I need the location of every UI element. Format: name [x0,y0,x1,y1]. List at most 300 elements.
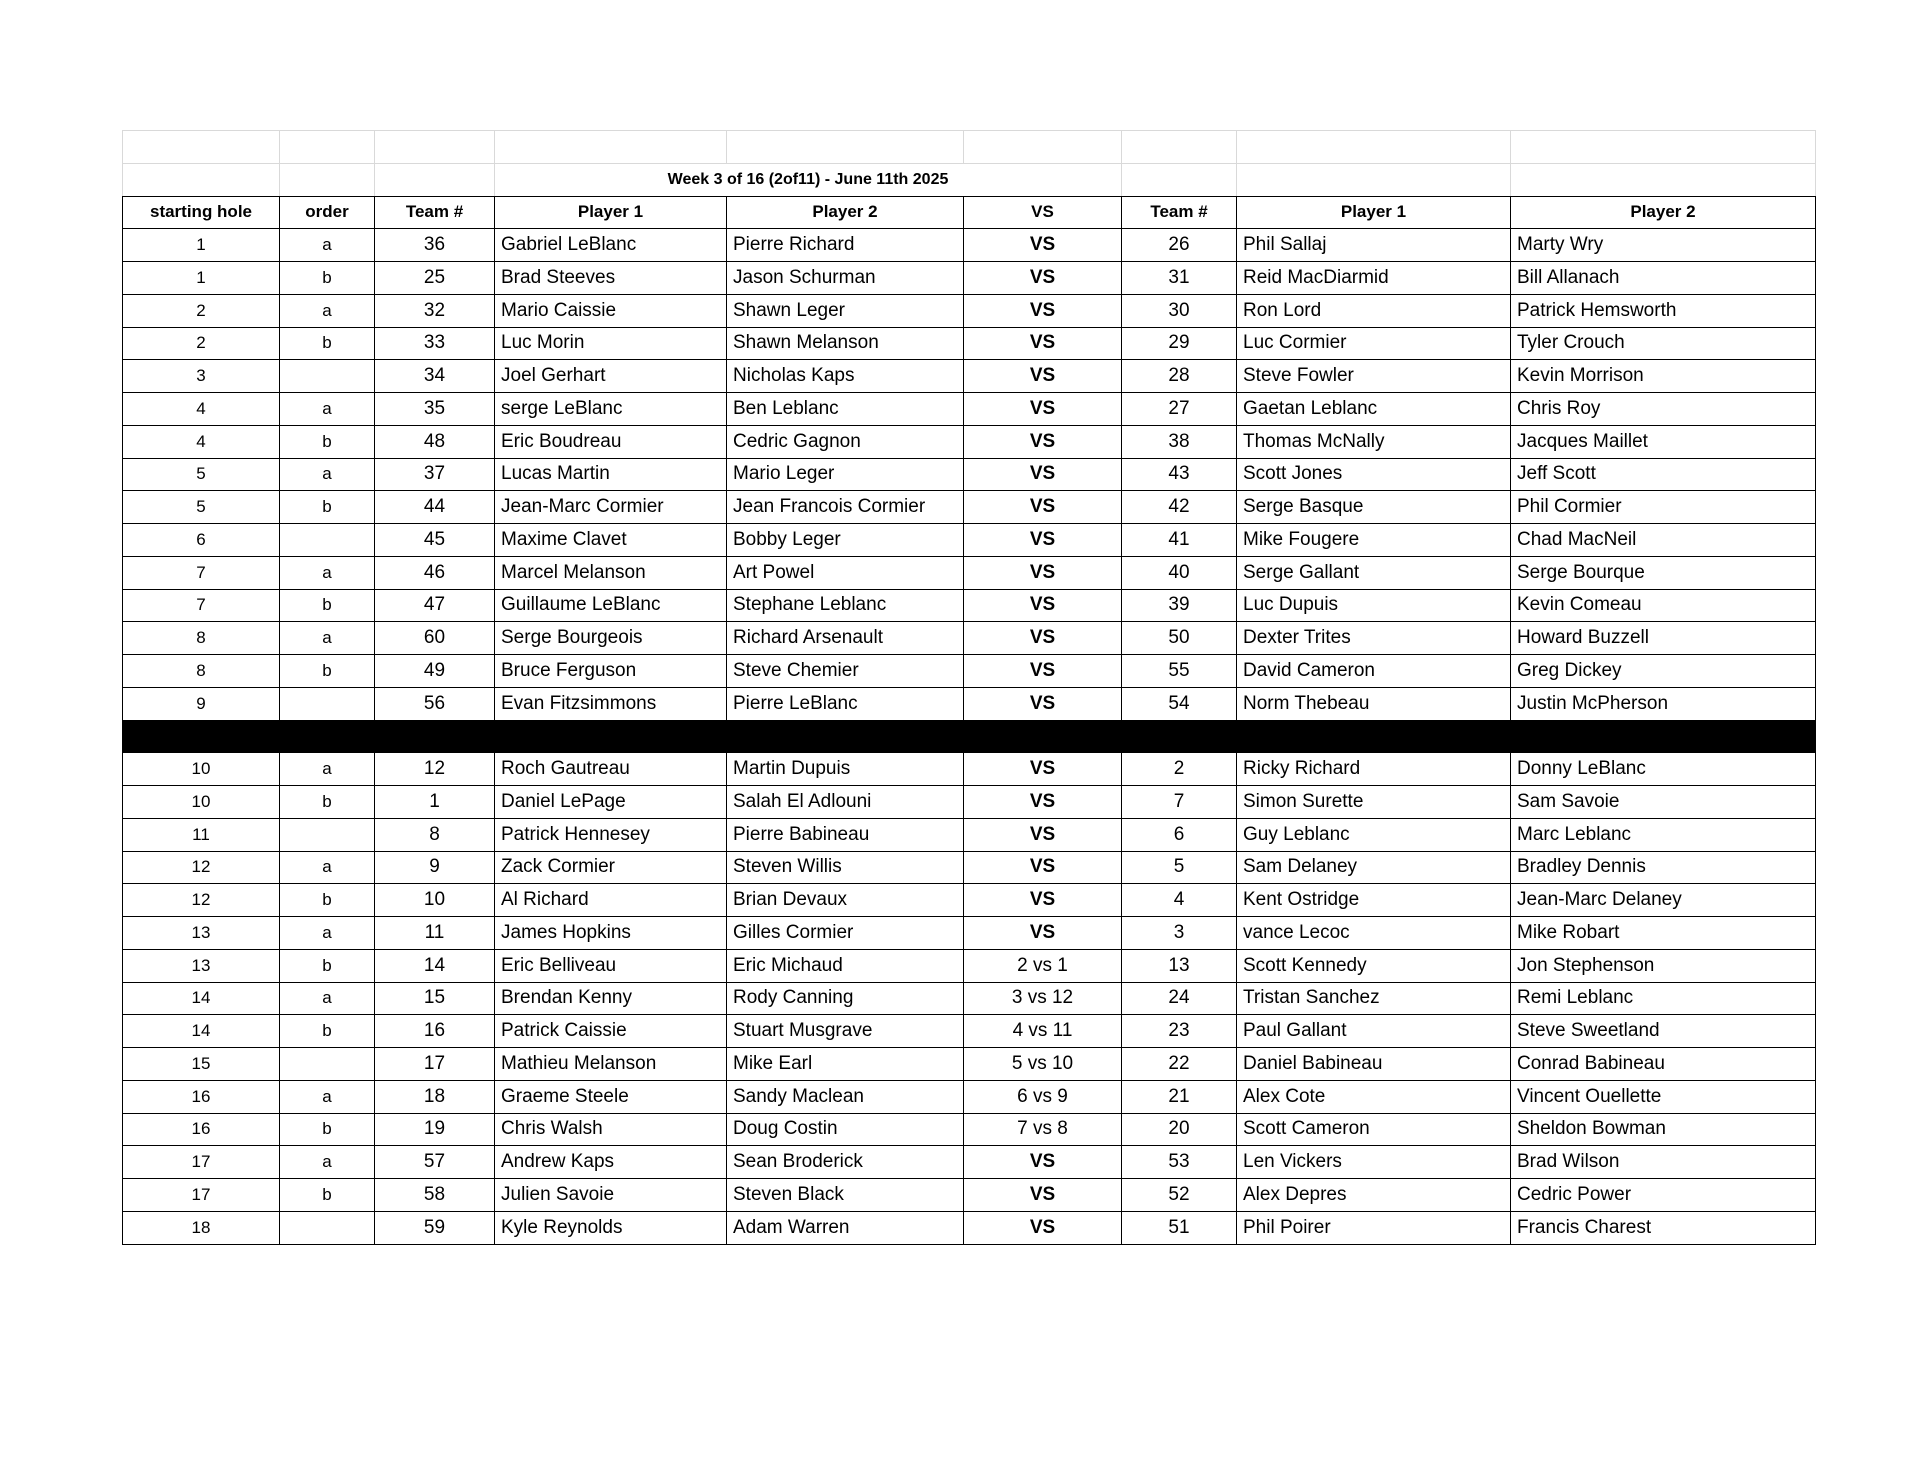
cell-team-left: 57 [375,1146,495,1179]
cell-player1-right: Ron Lord [1237,294,1511,327]
cell-player2-right: Remi Leblanc [1511,982,1816,1015]
table-row [123,622,1816,655]
cell-vs: VS [964,262,1122,295]
cell-team-left: 18 [375,1080,495,1113]
table-row [123,786,1816,819]
cell-team-right: 50 [1122,622,1237,655]
cell-starting-hole: 1 [123,229,280,262]
cell-player1-right: Tristan Sanchez [1237,982,1511,1015]
cell-team-left: 14 [375,949,495,982]
cell-team-left: 1 [375,786,495,819]
cell-starting-hole: 5 [123,491,280,524]
header-player1-left: Player 1 [495,196,727,229]
cell-team-left: 44 [375,491,495,524]
cell-team-left: 47 [375,589,495,622]
cell-starting-hole: 13 [123,917,280,950]
cell-order: b [280,589,375,622]
divider-row [123,720,1816,753]
cell-order: b [280,1015,375,1048]
cell-team-left: 60 [375,622,495,655]
cell-player1-left: Al Richard [495,884,727,917]
cell-vs: VS [964,360,1122,393]
blank-row [123,131,1816,164]
table-row [123,753,1816,786]
cell-player2-left: Jason Schurman [727,262,964,295]
cell-order: a [280,393,375,426]
header-team-right: Team # [1122,196,1237,229]
cell-vs: 5 vs 10 [964,1048,1122,1081]
cell-player1-right: Scott Jones [1237,458,1511,491]
cell-player1-left: Zack Cormier [495,851,727,884]
cell-player1-left: Mathieu Melanson [495,1048,727,1081]
cell-player2-left: Cedric Gagnon [727,425,964,458]
cell-order [280,1048,375,1081]
cell-vs: 3 vs 12 [964,982,1122,1015]
cell-player2-left: Steven Black [727,1179,964,1212]
cell-player2-right: Vincent Ouellette [1511,1080,1816,1113]
cell-order [280,687,375,720]
cell-team-left: 16 [375,1015,495,1048]
cell-order: a [280,458,375,491]
cell-player1-right: Serge Basque [1237,491,1511,524]
cell-starting-hole: 13 [123,949,280,982]
cell-vs: VS [964,687,1122,720]
table-row [123,982,1816,1015]
cell-order: a [280,1080,375,1113]
sheet-title: Week 3 of 16 (2of11) - June 11th 2025 [495,163,1122,196]
cell-player1-left: Gabriel LeBlanc [495,229,727,262]
cell-player1-left: Chris Walsh [495,1113,727,1146]
cell-team-right: 52 [1122,1179,1237,1212]
table-row [123,1179,1816,1212]
cell-team-right: 38 [1122,425,1237,458]
cell-order: a [280,982,375,1015]
cell-team-right: 5 [1122,851,1237,884]
cell-team-left: 8 [375,818,495,851]
cell-vs: VS [964,294,1122,327]
header-player2-right: Player 2 [1511,196,1816,229]
cell-team-left: 58 [375,1179,495,1212]
title-row [123,163,1816,196]
cell-player1-right: Luc Dupuis [1237,589,1511,622]
cell-team-left: 15 [375,982,495,1015]
cell-player2-right: Marty Wry [1511,229,1816,262]
cell-player1-right: Steve Fowler [1237,360,1511,393]
cell-player1-left: James Hopkins [495,917,727,950]
cell-player2-right: Jean-Marc Delaney [1511,884,1816,917]
cell-player2-right: Jeff Scott [1511,458,1816,491]
cell-starting-hole: 5 [123,458,280,491]
cell-player2-right: Mike Robart [1511,917,1816,950]
cell-order: b [280,327,375,360]
cell-player1-left: Patrick Hennesey [495,818,727,851]
table-row [123,818,1816,851]
cell-team-right: 28 [1122,360,1237,393]
cell-team-right: 39 [1122,589,1237,622]
cell-player1-right: Norm Thebeau [1237,687,1511,720]
cell-player1-left: Eric Boudreau [495,425,727,458]
table-row [123,1048,1816,1081]
cell-team-left: 48 [375,425,495,458]
cell-vs: VS [964,753,1122,786]
cell-vs: VS [964,524,1122,557]
cell-player1-left: Bruce Ferguson [495,655,727,688]
cell-player2-right: Tyler Crouch [1511,327,1816,360]
cell-player2-left: Pierre Richard [727,229,964,262]
cell-order: a [280,917,375,950]
cell-player2-left: Stuart Musgrave [727,1015,964,1048]
cell-vs: VS [964,327,1122,360]
cell-player1-left: Jean-Marc Cormier [495,491,727,524]
cell-order: b [280,425,375,458]
cell-starting-hole: 10 [123,753,280,786]
cell-player2-left: Sandy Maclean [727,1080,964,1113]
table-row [123,851,1816,884]
cell-player2-right: Bradley Dennis [1511,851,1816,884]
cell-vs: VS [964,393,1122,426]
cell-starting-hole: 4 [123,425,280,458]
cell-starting-hole: 6 [123,524,280,557]
cell-team-left: 19 [375,1113,495,1146]
cell-vs: VS [964,818,1122,851]
table-row [123,491,1816,524]
cell-player1-left: Lucas Martin [495,458,727,491]
cell-team-left: 10 [375,884,495,917]
cell-player1-right: Sam Delaney [1237,851,1511,884]
cell-vs: 6 vs 9 [964,1080,1122,1113]
cell-player1-right: Mike Fougere [1237,524,1511,557]
cell-player2-left: Doug Costin [727,1113,964,1146]
cell-player1-left: Joel Gerhart [495,360,727,393]
cell-player1-right: David Cameron [1237,655,1511,688]
cell-vs: VS [964,655,1122,688]
table-row [123,458,1816,491]
cell-team-left: 46 [375,556,495,589]
cell-starting-hole: 8 [123,655,280,688]
cell-order: b [280,655,375,688]
cell-starting-hole: 2 [123,327,280,360]
cell-team-left: 17 [375,1048,495,1081]
cell-player1-right: Len Vickers [1237,1146,1511,1179]
cell-team-right: 2 [1122,753,1237,786]
cell-player1-left: Roch Gautreau [495,753,727,786]
schedule-table [122,130,1816,1245]
cell-team-left: 35 [375,393,495,426]
cell-vs: VS [964,622,1122,655]
cell-player1-right: Guy Leblanc [1237,818,1511,851]
cell-player1-left: Andrew Kaps [495,1146,727,1179]
cell-order [280,524,375,557]
cell-order: b [280,1179,375,1212]
cell-player2-right: Justin McPherson [1511,687,1816,720]
header-vs: VS [964,196,1122,229]
cell-player2-right: Steve Sweetland [1511,1015,1816,1048]
cell-vs: VS [964,1211,1122,1244]
cell-team-right: 40 [1122,556,1237,589]
cell-player2-right: Phil Cormier [1511,491,1816,524]
cell-player1-right: Kent Ostridge [1237,884,1511,917]
cell-player2-right: Kevin Morrison [1511,360,1816,393]
cell-order: b [280,949,375,982]
cell-order: a [280,622,375,655]
cell-player1-right: Phil Sallaj [1237,229,1511,262]
cell-team-right: 30 [1122,294,1237,327]
cell-player1-left: Luc Morin [495,327,727,360]
cell-player2-right: Serge Bourque [1511,556,1816,589]
cell-team-left: 25 [375,262,495,295]
cell-player1-left: Evan Fitzsimmons [495,687,727,720]
cell-player2-left: Mario Leger [727,458,964,491]
cell-team-left: 36 [375,229,495,262]
cell-player1-right: Scott Cameron [1237,1113,1511,1146]
cell-starting-hole: 17 [123,1179,280,1212]
cell-starting-hole: 12 [123,851,280,884]
table-row [123,589,1816,622]
cell-vs: 2 vs 1 [964,949,1122,982]
cell-vs: VS [964,458,1122,491]
cell-player1-right: Alex Depres [1237,1179,1511,1212]
cell-player2-right: Conrad Babineau [1511,1048,1816,1081]
cell-player2-left: Gilles Cormier [727,917,964,950]
cell-player1-right: Ricky Richard [1237,753,1511,786]
table-row [123,262,1816,295]
cell-team-right: 21 [1122,1080,1237,1113]
cell-order: a [280,229,375,262]
cell-player1-left: Brendan Kenny [495,982,727,1015]
cell-team-right: 54 [1122,687,1237,720]
cell-player1-left: Daniel LePage [495,786,727,819]
cell-player1-right: Dexter Trites [1237,622,1511,655]
cell-team-left: 34 [375,360,495,393]
header-row [123,196,1816,229]
cell-player1-left: Brad Steeves [495,262,727,295]
cell-player2-right: Brad Wilson [1511,1146,1816,1179]
cell-starting-hole: 10 [123,786,280,819]
cell-order: a [280,294,375,327]
cell-starting-hole: 14 [123,1015,280,1048]
cell-player2-right: Francis Charest [1511,1211,1816,1244]
cell-team-right: 6 [1122,818,1237,851]
cell-vs: VS [964,884,1122,917]
cell-player2-left: Eric Michaud [727,949,964,982]
cell-player2-left: Ben Leblanc [727,393,964,426]
cell-player2-right: Greg Dickey [1511,655,1816,688]
cell-starting-hole: 4 [123,393,280,426]
cell-player2-left: Mike Earl [727,1048,964,1081]
cell-player2-left: Sean Broderick [727,1146,964,1179]
cell-vs: VS [964,491,1122,524]
cell-team-left: 49 [375,655,495,688]
cell-starting-hole: 7 [123,556,280,589]
table-row [123,1080,1816,1113]
cell-team-right: 55 [1122,655,1237,688]
cell-starting-hole: 3 [123,360,280,393]
cell-order: a [280,753,375,786]
cell-player2-right: Cedric Power [1511,1179,1816,1212]
cell-team-left: 12 [375,753,495,786]
cell-player2-right: Chad MacNeil [1511,524,1816,557]
cell-vs: VS [964,851,1122,884]
cell-player1-left: Guillaume LeBlanc [495,589,727,622]
cell-starting-hole: 12 [123,884,280,917]
cell-team-left: 59 [375,1211,495,1244]
cell-starting-hole: 14 [123,982,280,1015]
cell-player1-right: Reid MacDiarmid [1237,262,1511,295]
cell-player2-right: Jacques Maillet [1511,425,1816,458]
cell-order: b [280,786,375,819]
table-row [123,294,1816,327]
table-row [123,949,1816,982]
table-row [123,917,1816,950]
cell-player2-left: Pierre LeBlanc [727,687,964,720]
cell-player2-left: Stephane Leblanc [727,589,964,622]
cell-player2-left: Bobby Leger [727,524,964,557]
cell-player1-right: Luc Cormier [1237,327,1511,360]
cell-team-right: 20 [1122,1113,1237,1146]
cell-player1-right: Thomas McNally [1237,425,1511,458]
cell-order: b [280,1113,375,1146]
divider-bar [123,720,1816,753]
cell-player1-left: Patrick Caissie [495,1015,727,1048]
header-player1-right: Player 1 [1237,196,1511,229]
cell-starting-hole: 15 [123,1048,280,1081]
cell-starting-hole: 1 [123,262,280,295]
cell-vs: 4 vs 11 [964,1015,1122,1048]
cell-vs: VS [964,786,1122,819]
cell-player2-right: Jon Stephenson [1511,949,1816,982]
cell-team-left: 32 [375,294,495,327]
cell-player1-right: Paul Gallant [1237,1015,1511,1048]
table-row [123,393,1816,426]
cell-team-right: 29 [1122,327,1237,360]
cell-player2-left: Steve Chemier [727,655,964,688]
cell-player2-left: Richard Arsenault [727,622,964,655]
cell-order: b [280,262,375,295]
cell-team-left: 37 [375,458,495,491]
cell-starting-hole: 16 [123,1080,280,1113]
cell-player2-right: Donny LeBlanc [1511,753,1816,786]
cell-player2-left: Art Powel [727,556,964,589]
cell-player1-left: Maxime Clavet [495,524,727,557]
cell-player2-right: Sam Savoie [1511,786,1816,819]
cell-player2-left: Brian Devaux [727,884,964,917]
cell-team-right: 31 [1122,262,1237,295]
cell-player2-left: Jean Francois Cormier [727,491,964,524]
cell-team-right: 42 [1122,491,1237,524]
cell-vs: 7 vs 8 [964,1113,1122,1146]
cell-team-right: 51 [1122,1211,1237,1244]
cell-player1-right: Daniel Babineau [1237,1048,1511,1081]
cell-team-right: 41 [1122,524,1237,557]
cell-starting-hole: 16 [123,1113,280,1146]
table-row [123,327,1816,360]
table-row [123,524,1816,557]
table-row [123,1015,1816,1048]
cell-order [280,1211,375,1244]
header-player2-left: Player 2 [727,196,964,229]
table-row [123,687,1816,720]
cell-starting-hole: 9 [123,687,280,720]
cell-team-right: 4 [1122,884,1237,917]
cell-player1-right: Alex Cote [1237,1080,1511,1113]
cell-player1-right: Scott Kennedy [1237,949,1511,982]
cell-player2-left: Rody Canning [727,982,964,1015]
cell-player1-right: Gaetan Leblanc [1237,393,1511,426]
cell-player1-left: Mario Caissie [495,294,727,327]
cell-team-right: 7 [1122,786,1237,819]
cell-player1-left: Eric Belliveau [495,949,727,982]
cell-team-left: 33 [375,327,495,360]
cell-vs: VS [964,589,1122,622]
cell-vs: VS [964,425,1122,458]
cell-player1-left: Serge Bourgeois [495,622,727,655]
cell-player2-left: Nicholas Kaps [727,360,964,393]
cell-vs: VS [964,1179,1122,1212]
cell-team-right: 3 [1122,917,1237,950]
cell-player1-right: Serge Gallant [1237,556,1511,589]
cell-order [280,360,375,393]
cell-order [280,818,375,851]
cell-player1-right: Phil Poirer [1237,1211,1511,1244]
cell-player1-left: Kyle Reynolds [495,1211,727,1244]
cell-starting-hole: 7 [123,589,280,622]
cell-player2-right: Kevin Comeau [1511,589,1816,622]
cell-player2-left: Shawn Melanson [727,327,964,360]
cell-player1-right: Simon Surette [1237,786,1511,819]
table-row [123,655,1816,688]
cell-starting-hole: 17 [123,1146,280,1179]
cell-player2-left: Martin Dupuis [727,753,964,786]
cell-player2-left: Salah El Adlouni [727,786,964,819]
cell-team-left: 11 [375,917,495,950]
cell-player2-right: Howard Buzzell [1511,622,1816,655]
table-row [123,1211,1816,1244]
cell-player2-left: Shawn Leger [727,294,964,327]
table-row [123,884,1816,917]
table-row [123,360,1816,393]
cell-player1-left: Marcel Melanson [495,556,727,589]
cell-order: b [280,491,375,524]
cell-vs: VS [964,229,1122,262]
cell-order: a [280,851,375,884]
table-row [123,1113,1816,1146]
header-team-left: Team # [375,196,495,229]
cell-player1-left: Graeme Steele [495,1080,727,1113]
cell-team-right: 27 [1122,393,1237,426]
cell-team-right: 26 [1122,229,1237,262]
cell-team-right: 23 [1122,1015,1237,1048]
cell-vs: VS [964,1146,1122,1179]
table-row [123,556,1816,589]
cell-player1-right: vance Lecoc [1237,917,1511,950]
cell-vs: VS [964,917,1122,950]
cell-vs: VS [964,556,1122,589]
cell-order: b [280,884,375,917]
cell-player2-right: Marc Leblanc [1511,818,1816,851]
cell-order: a [280,556,375,589]
cell-starting-hole: 8 [123,622,280,655]
cell-team-right: 24 [1122,982,1237,1015]
cell-team-left: 45 [375,524,495,557]
header-order: order [280,196,375,229]
table-row [123,1146,1816,1179]
cell-player2-left: Pierre Babineau [727,818,964,851]
cell-team-left: 56 [375,687,495,720]
cell-player2-left: Adam Warren [727,1211,964,1244]
cell-starting-hole: 18 [123,1211,280,1244]
cell-team-right: 22 [1122,1048,1237,1081]
cell-team-right: 53 [1122,1146,1237,1179]
